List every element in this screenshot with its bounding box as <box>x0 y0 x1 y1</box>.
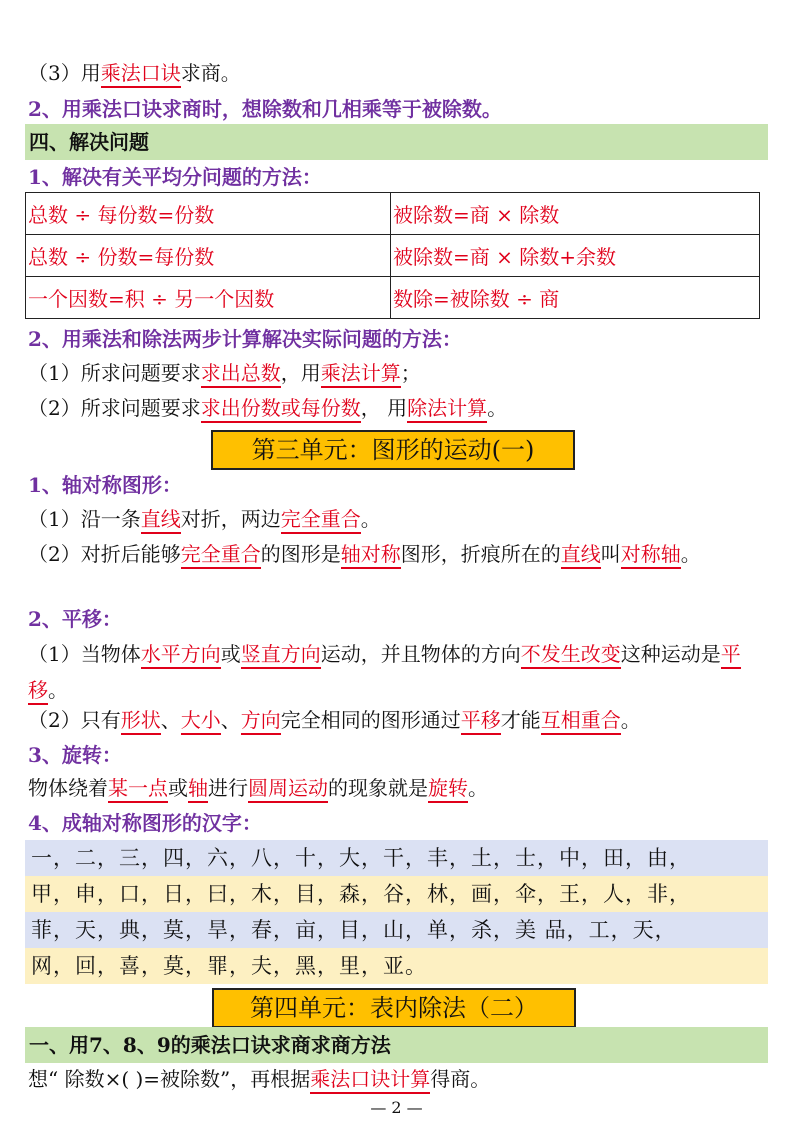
point-1-heading: 1、解决有关平均分问题的方法： <box>28 165 322 189</box>
text: 得商。 <box>430 1067 491 1091</box>
text: （1）所求问题要求 <box>28 361 201 385</box>
text: 、 <box>160 708 181 732</box>
text: 或 <box>168 776 188 800</box>
text: ，用 <box>280 361 321 385</box>
table-cell: 总数 ÷ 份数=每份数 <box>26 235 391 277</box>
text: （2）只有 <box>28 708 121 732</box>
keyword: 求出份数或每份数 <box>201 396 361 423</box>
keyword: 形状 <box>121 708 161 735</box>
text: （1）当物体 <box>28 642 141 666</box>
keyword: 平移 <box>461 708 501 735</box>
keyword: 不发生改变 <box>521 642 621 669</box>
keyword: 竖直方向 <box>241 642 321 669</box>
text: 的图形是 <box>260 542 341 566</box>
text: （1）沿一条 <box>28 507 141 531</box>
text: （2）对折后能够 <box>28 542 181 566</box>
keyword: 大小 <box>181 708 221 735</box>
text: 才能 <box>500 708 541 732</box>
step-1-line <box>28 358 421 388</box>
unit-3-title: 第三单元：图形的运动(一) <box>211 430 575 470</box>
text: 对折，两边 <box>180 507 281 531</box>
keyword: 平移 <box>28 642 741 705</box>
section-1-title: 一、用7、8、9的乘法口诀求商求商方法 <box>25 1027 768 1063</box>
text: 。 <box>620 708 641 732</box>
keyword: 求出总数 <box>201 361 281 388</box>
char-row: 甲，申，口，日，曰，木，目，森，谷，林，画，伞，王，人，非， <box>25 876 768 912</box>
table-cell: 总数 ÷ 每份数=份数 <box>26 193 391 235</box>
keyword: 乘法计算 <box>321 361 401 388</box>
symmetry-line-2 <box>28 536 763 572</box>
text: 、 <box>220 708 241 732</box>
section-4-title: 四、解决问题 <box>25 124 768 160</box>
step-2-line <box>28 393 507 423</box>
keyword: 圆周运动 <box>248 776 328 803</box>
keyword: 对称轴 <box>621 542 681 569</box>
step-3-line <box>28 58 241 88</box>
table-cell: 数除=被除数 ÷ 商 <box>391 277 760 319</box>
table-row <box>26 277 760 319</box>
rotation-heading: 3、旋转： <box>28 743 122 767</box>
translation-heading: 2、平移： <box>28 607 122 631</box>
keyword: 直线 <box>561 542 601 569</box>
point-2-heading: 2、用乘法口诀求商时，想除数和几相乘等于被除数。 <box>28 97 502 121</box>
text: 物体绕着 <box>28 776 108 800</box>
keyword: 直线 <box>141 507 181 534</box>
method-line <box>28 1064 490 1094</box>
translation-line-1 <box>28 636 763 708</box>
keyword: 某一点 <box>108 776 168 803</box>
text: 进行 <box>208 776 248 800</box>
text: 这种运动是 <box>620 642 721 666</box>
text: 完全相同的图形通过 <box>280 708 461 732</box>
char-row: 菲，天，典，莫，旱，春，亩，目，山，单，杀，美 品，工，天， <box>25 912 768 948</box>
text: 叫 <box>600 542 621 566</box>
text: 。 <box>468 776 488 800</box>
keyword: 方向 <box>241 708 281 735</box>
text: 或 <box>220 642 241 666</box>
table-cell: 被除数=商 × 除数+余数 <box>391 235 760 277</box>
text: 图形，折痕所在的 <box>400 542 561 566</box>
keyword: 轴 <box>188 776 208 803</box>
unit-4-title: 第四单元：表内除法（二） <box>212 988 576 1028</box>
char-row: 一，二，三，四，六，八，十，大，干，丰，土，士，中，田，由， <box>25 840 768 876</box>
text: 。 <box>48 678 68 702</box>
rotation-line <box>28 773 488 803</box>
axis-symmetry-heading: 1、轴对称图形： <box>28 473 182 497</box>
symmetry-line-1 <box>28 504 381 534</box>
text: （3）用 <box>28 61 101 85</box>
text: ； <box>400 361 421 385</box>
keyword: 旋转 <box>428 776 468 803</box>
text: （2）所求问题要求 <box>28 396 201 420</box>
table-cell: 一个因数=积 ÷ 另一个因数 <box>26 277 391 319</box>
keyword: 互相重合 <box>541 708 621 735</box>
table-cell: 被除数=商 × 除数 <box>391 193 760 235</box>
translation-line-2 <box>28 705 641 735</box>
keyword: 水平方向 <box>141 642 221 669</box>
symmetric-chars-heading: 4、成轴对称图形的汉字： <box>28 811 262 835</box>
text: ， 用 <box>360 396 408 420</box>
point-2-heading: 2、用乘法和除法两步计算解决实际问题的方法： <box>28 327 462 351</box>
table-row <box>26 193 760 235</box>
table-row <box>26 235 760 277</box>
formula-table <box>25 192 760 319</box>
text: 。 <box>360 507 381 531</box>
text: 。 <box>680 542 701 566</box>
text: 想“ 除数×( )=被除数”，再根据 <box>28 1067 311 1091</box>
keyword: 除法计算 <box>407 396 487 423</box>
text: 运动，并且物体的方向 <box>320 642 521 666</box>
text: 的现象就是 <box>328 776 428 800</box>
text: 求商。 <box>180 61 241 85</box>
keyword: 乘法口诀计算 <box>310 1067 430 1094</box>
keyword: 完全重合 <box>181 542 261 569</box>
keyword: 完全重合 <box>281 507 361 534</box>
page-number: — 2 — <box>370 1098 423 1117</box>
keyword: 轴对称 <box>341 542 401 569</box>
keyword: 乘法口诀 <box>101 61 181 88</box>
char-row: 网，回，喜，莫，罪，夫，黑，里，亚。 <box>25 948 768 984</box>
text: 。 <box>487 396 508 420</box>
